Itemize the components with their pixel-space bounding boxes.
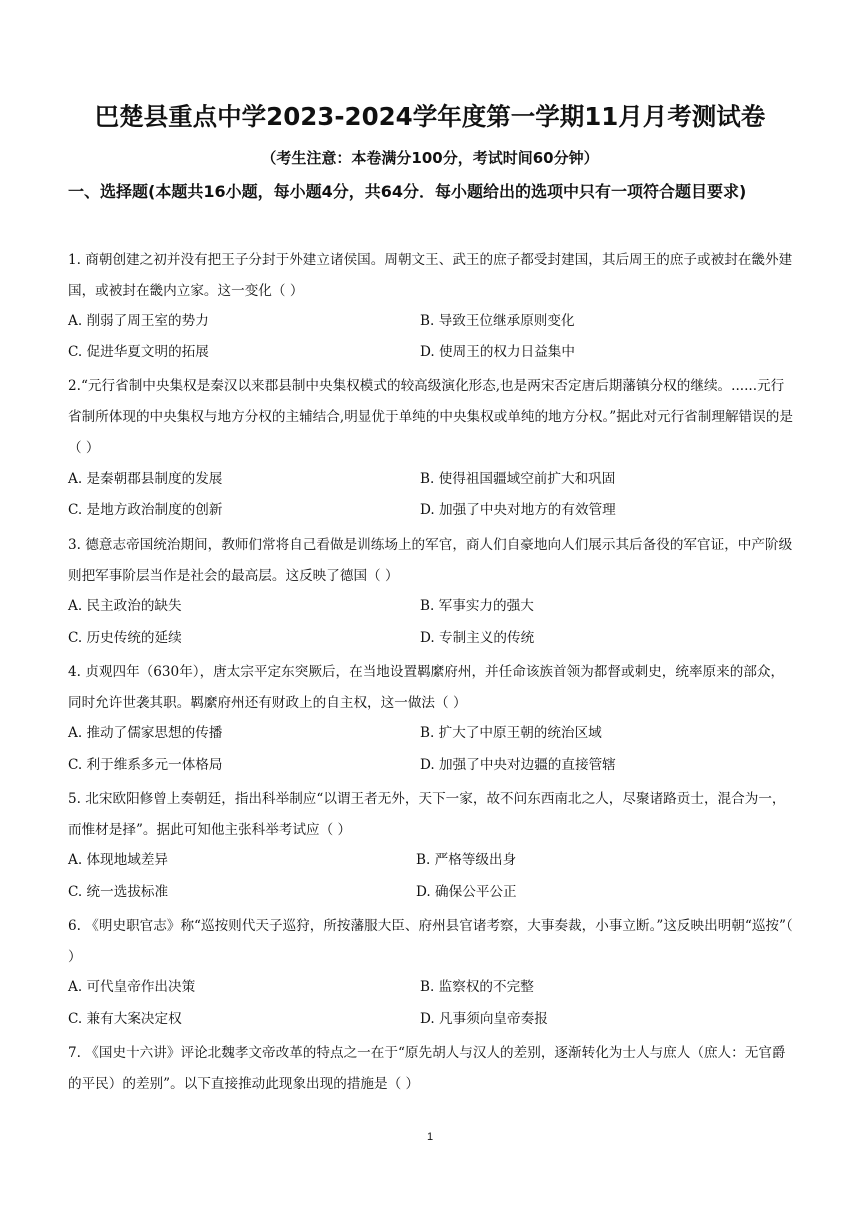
question-4-option-d: D. 加强了中央对边疆的直接管辖: [420, 757, 616, 773]
question-6-option-b: B. 监察权的不完整: [420, 979, 534, 995]
question-4-option-c: C. 利于维系多元一体格局: [68, 757, 223, 773]
question-1-stem: 1. 商朝创建之初并没有把王子分封于外建立诸侯国。周朝文王、武王的庶子都受封建国，其后周王的庶子或被封在畿外建国，或被封在畿内立家。这一变化（ ）: [68, 252, 793, 299]
question-6-stem: 6. 《明史职官志》称“巡按则代天子巡狩，所按藩服大臣、府州县官诸考察，大事奏裁，小事立断。”这反映出明朝“巡按”（ ）: [68, 918, 793, 965]
question-1-option-b: B. 导致王位继承原则变化: [420, 313, 575, 329]
question-6-option-d: D. 凡事须向皇帝奏报: [420, 1011, 548, 1027]
question-5-option-c: C. 统一选拔标准: [68, 884, 169, 900]
question-1-option-c: C. 促进华夏文明的拓展: [68, 344, 209, 360]
question-2-option-c: C. 是地方政治制度的创新: [68, 502, 223, 518]
question-4-stem: 4. 贞观四年（630年），唐太宗平定东突厥后，在当地设置羁縻府州，并任命该族首领为都督或刺史，统率原来的部众，同时允许世袭其职。羁縻府州还有财政上的自主权，这一做法（ ）: [68, 664, 785, 711]
question-5-stem: 5. 北宋欧阳修曾上奏朝廷，指出科举制应“以谓王者无外，天下一家，故不问东西南北之人，尽聚诸路贡士，混合为一，而惟材是择”。据此可知他主张科举考试应（ ）: [68, 791, 786, 838]
exam-title: 巴楚县重点中学2023-2024学年度第一学期11月月考测试卷: [94, 102, 766, 131]
question-1-option-a: A. 削弱了周王室的势力: [68, 313, 209, 329]
question-6-option-c: C. 兼有大案决定权: [68, 1011, 182, 1027]
section-heading: 一、选择题(本题共16小题，每小题4分，共64分．每小题给出的选项中只有一项符合题目要求): [68, 182, 747, 201]
question-7-stem: 7. 《国史十六讲》评论北魏孝文帝改革的特点之一在于“原先胡人与汉人的差别，逐渐转化为士人与庶人（庶人：无官爵的平民）的差别”。以下直接推动此现象出现的措施是（ ）: [68, 1045, 786, 1092]
question-2-stem: 2.“元行省制中央集权是秦汉以来郡县制中央集权模式的较高级演化形态,也是两宋否定唐后期藩镇分权的继续。......元行省制所体现的中央集权与地方分权的主辅结合,明显优于单纯的中央集权或单纯的地方分权。”据此对元行省制理解错误的是（ ）: [68, 378, 793, 456]
exam-instructions: （考生注意：本卷满分100分，考试时间60分钟）: [261, 149, 599, 167]
question-3-stem: 3. 德意志帝国统治期间，教师们常将自己看做是训练场上的军官，商人们自豪地向人们展示其后备役的军官证，中产阶级则把军事阶层当作是社会的最高层。这反映了德国（ ）: [68, 537, 793, 584]
question-5-option-a: A. 体现地域差异: [68, 852, 169, 868]
question-4-option-a: A. 推动了儒家思想的传播: [68, 725, 223, 741]
page-number: 1: [426, 1131, 434, 1143]
question-2-option-d: D. 加强了中央对地方的有效管理: [420, 502, 616, 518]
question-3-option-a: A. 民主政治的缺失: [68, 598, 182, 614]
question-5-option-b: B. 严格等级出身: [416, 852, 517, 868]
question-3-option-c: C. 历史传统的延续: [68, 630, 182, 646]
question-5-option-d: D. 确保公平公正: [416, 884, 517, 900]
question-3-option-b: B. 军事实力的强大: [420, 598, 534, 614]
question-2-option-a: A. 是秦朝郡县制度的发展: [68, 471, 223, 487]
question-6-option-a: A. 可代皇帝作出决策: [68, 979, 196, 995]
question-1-option-d: D. 使周王的权力日益集中: [420, 344, 575, 360]
question-2-option-b: B. 使得祖国疆域空前扩大和巩固: [420, 471, 616, 487]
question-4-option-b: B. 扩大了中原王朝的统治区域: [420, 725, 602, 741]
question-3-option-d: D. 专制主义的传统: [420, 630, 535, 646]
